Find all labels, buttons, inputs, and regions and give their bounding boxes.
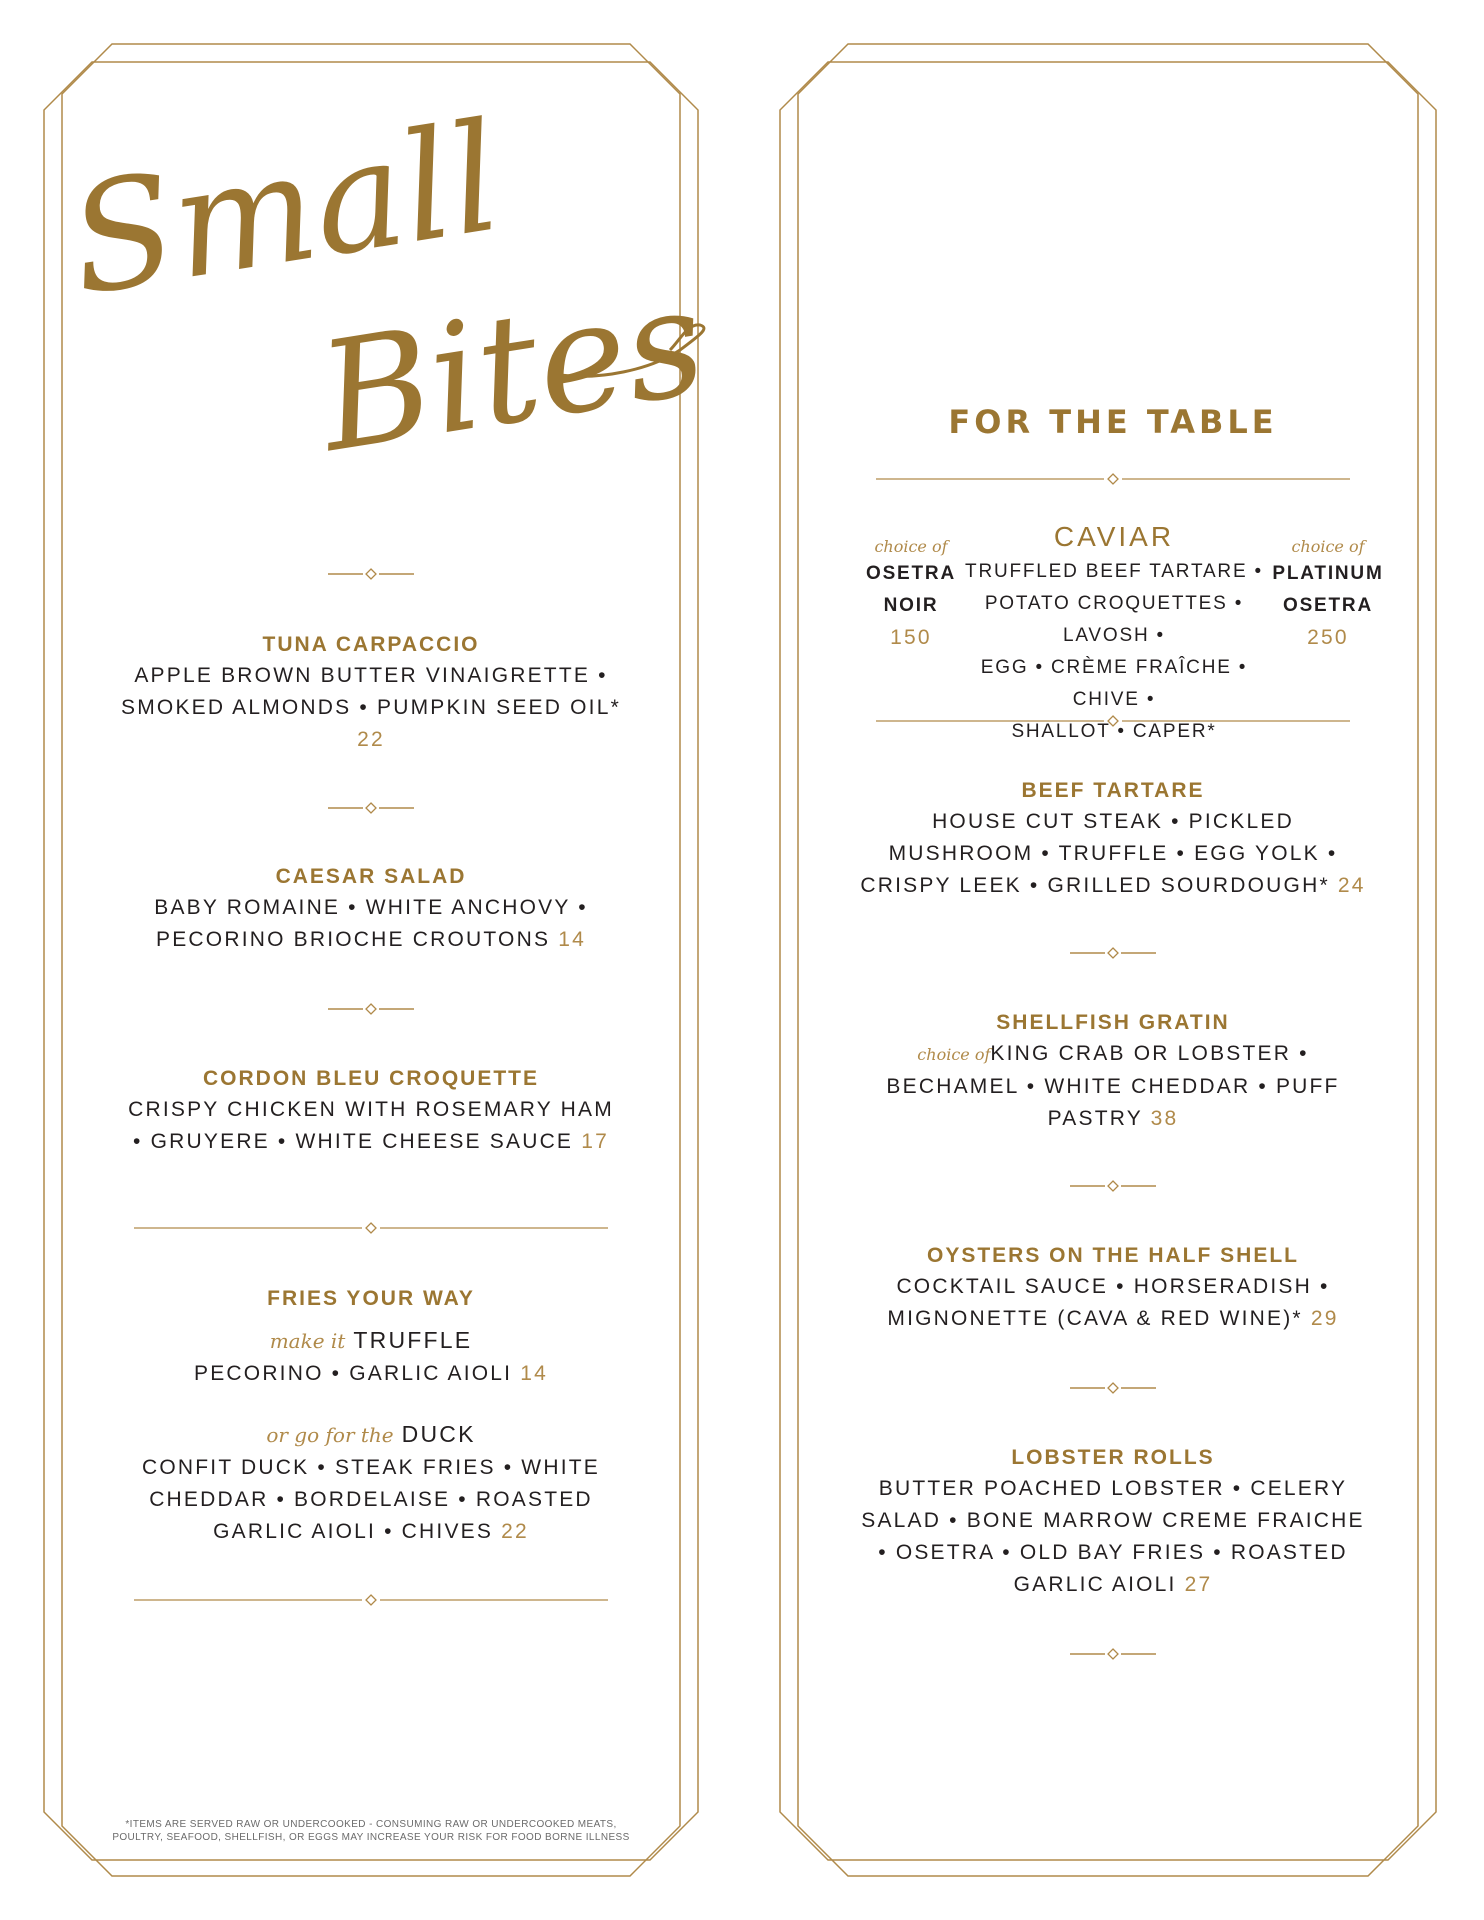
divider-long-1 [134, 1222, 608, 1234]
menu-item-fries [100, 1284, 642, 1548]
title-bites: Bites [308, 254, 716, 486]
item-desc-line: SMOKED ALMONDS • PUMPKIN SEED OIL* [121, 696, 621, 719]
script-choice-of: choice of [917, 1045, 991, 1064]
divider-ornament-7 [1070, 1648, 1156, 1660]
item-desc-text: KING CRAB OR LOBSTER • [990, 1042, 1309, 1065]
item-desc-line: APPLE BROWN BUTTER VINAIGRETTE • [134, 664, 608, 687]
item-desc-line: BABY ROMAINE • WHITE ANCHOVY • [154, 896, 588, 919]
title-flourish [560, 320, 710, 390]
item-price: 24 [1337, 874, 1366, 897]
item-price: 14 [520, 1362, 548, 1385]
item-desc-line: HOUSE CUT STEAK • PICKLED [932, 810, 1294, 833]
divider-ornament-3 [328, 1003, 414, 1015]
caviar-option-price: 250 [1307, 626, 1349, 649]
menu-item-oysters [842, 1241, 1384, 1335]
item-desc-line: BUTTER POACHED LOBSTER • CELERY [878, 1477, 1348, 1500]
item-desc-line: TRUFFLED BEEF TARTARE • [965, 561, 1263, 582]
item-desc-line: CRISPY CHICKEN WITH ROSEMARY HAM [128, 1098, 614, 1121]
menu-item-caesar [100, 862, 642, 956]
fries-truffle-heading [100, 1324, 642, 1358]
caviar-right-choice [1262, 536, 1394, 654]
caviar-option-line: OSETRA [1283, 595, 1373, 616]
footnote-line: *ITEMS ARE SERVED RAW OR UNDERCOOKED - CONSUMING RAW OR UNDERCOOKED MEATS, [125, 1819, 617, 1830]
caviar-left-choice [858, 536, 964, 654]
script-choice-of: choice of [1291, 537, 1365, 556]
item-desc-text: GARLIC AIOLI [1013, 1573, 1177, 1596]
divider-ornament-4 [1070, 947, 1156, 959]
fries-duck-heading [100, 1418, 642, 1452]
item-name: CORDON BLEU CROQUETTE [203, 1067, 539, 1090]
menu-item-lobster-rolls [842, 1443, 1384, 1601]
right-double-border [742, 0, 1484, 1920]
menu-item-beef-tartare [842, 776, 1384, 902]
item-desc-line: CHEDDAR • BORDELAISE • ROASTED [149, 1488, 593, 1511]
item-price: 27 [1184, 1573, 1213, 1596]
footnote-line: POULTRY, SEAFOOD, SHELLFISH, OR EGGS MAY INCREASE YOUR RISK FOR FOOD BORNE ILLNESS [112, 1832, 630, 1843]
item-price: 22 [501, 1520, 529, 1543]
duck-label: DUCK [401, 1421, 476, 1447]
item-price: 17 [581, 1130, 609, 1153]
menu-item-cordon-bleu [100, 1064, 642, 1158]
item-desc-line [100, 1516, 642, 1548]
item-desc-text: PASTRY [1047, 1107, 1143, 1130]
item-desc-text: CRISPY LEEK • GRILLED SOURDOUGH* [860, 874, 1330, 897]
script-choice-of: choice of [874, 537, 948, 556]
item-desc-text: MIGNONETTE (CAVA & RED WINE)* [887, 1307, 1303, 1330]
item-desc-line: MUSHROOM • TRUFFLE • EGG YOLK • [888, 842, 1338, 865]
item-desc-line [100, 924, 642, 956]
item-price: 14 [558, 928, 586, 951]
caviar-option-line: NOIR [883, 595, 939, 616]
truffle-label: TRUFFLE [353, 1327, 473, 1353]
item-desc-line [842, 1038, 1384, 1071]
menu-item-tuna [100, 630, 642, 756]
divider-ornament-2 [328, 802, 414, 814]
item-desc-line [842, 1303, 1384, 1335]
item-name: OYSTERS ON THE HALF SHELL [926, 1244, 1299, 1267]
item-name: FRIES YOUR WAY [267, 1287, 475, 1310]
item-price: 22 [357, 728, 385, 751]
item-desc-text: PECORINO BRIOCHE CROUTONS [156, 928, 551, 951]
caviar-option-line: OSETRA [866, 563, 956, 584]
divider-ornament-6 [1070, 1382, 1156, 1394]
caviar-option-line: PLATINUM [1272, 563, 1384, 584]
item-desc-line [100, 1358, 642, 1390]
item-price: 29 [1310, 1307, 1339, 1330]
item-desc-line [842, 870, 1384, 902]
divider-ornament-1 [328, 568, 414, 580]
script-or-go-for-the: or go for the [266, 1423, 394, 1447]
item-desc-line: CONFIT DUCK • STEAK FRIES • WHITE [142, 1456, 600, 1479]
item-desc-line [842, 1103, 1384, 1135]
item-desc-line: EGG • CRÈME FRAÎCHE • CHIVE • [980, 657, 1248, 710]
item-name: BEEF TARTARE [1021, 779, 1205, 802]
item-desc-line: POTATO CROQUETTES • LAVOSH • [984, 593, 1244, 646]
title-small: Small [59, 90, 512, 330]
footnote [100, 1818, 642, 1844]
item-desc-text: GARLIC AIOLI • CHIVES [213, 1520, 494, 1543]
item-name: SHELLFISH GRATIN [996, 1011, 1230, 1034]
menu-item-caviar [964, 518, 1264, 748]
item-name: CAESAR SALAD [275, 865, 467, 888]
item-desc-line [100, 1126, 642, 1158]
caviar-option-price: 150 [890, 626, 932, 649]
divider-long-4 [876, 715, 1350, 727]
item-name: LOBSTER ROLLS [1011, 1446, 1215, 1469]
item-name: TUNA CARPACCIO [262, 633, 480, 656]
divider-long-3 [876, 473, 1350, 485]
item-desc-line: • OSETRA • OLD BAY FRIES • ROASTED [878, 1541, 1348, 1564]
item-desc-line: BECHAMEL • WHITE CHEDDAR • PUFF [886, 1075, 1340, 1098]
item-price: 38 [1150, 1107, 1179, 1130]
item-desc-line: SHALLOT • CAPER* [1011, 721, 1217, 742]
item-desc-line: COCKTAIL SAUCE • HORSERADISH • [896, 1275, 1330, 1298]
item-desc-line [842, 1569, 1384, 1601]
item-desc-text: • GRUYERE • WHITE CHEESE SAUCE [133, 1130, 574, 1153]
right-panel-frame [742, 0, 1484, 1920]
divider-long-2 [134, 1594, 608, 1606]
item-name: CAVIAR [1053, 521, 1175, 552]
section-heading-for-the-table: FOR THE TABLE [948, 403, 1278, 441]
divider-ornament-5 [1070, 1180, 1156, 1192]
menu-item-shellfish-gratin [842, 1008, 1384, 1135]
item-desc-text: PECORINO • GARLIC AIOLI [194, 1362, 513, 1385]
item-desc-line: SALAD • BONE MARROW CREME FRAICHE [861, 1509, 1365, 1532]
script-make-it: make it [269, 1329, 346, 1353]
